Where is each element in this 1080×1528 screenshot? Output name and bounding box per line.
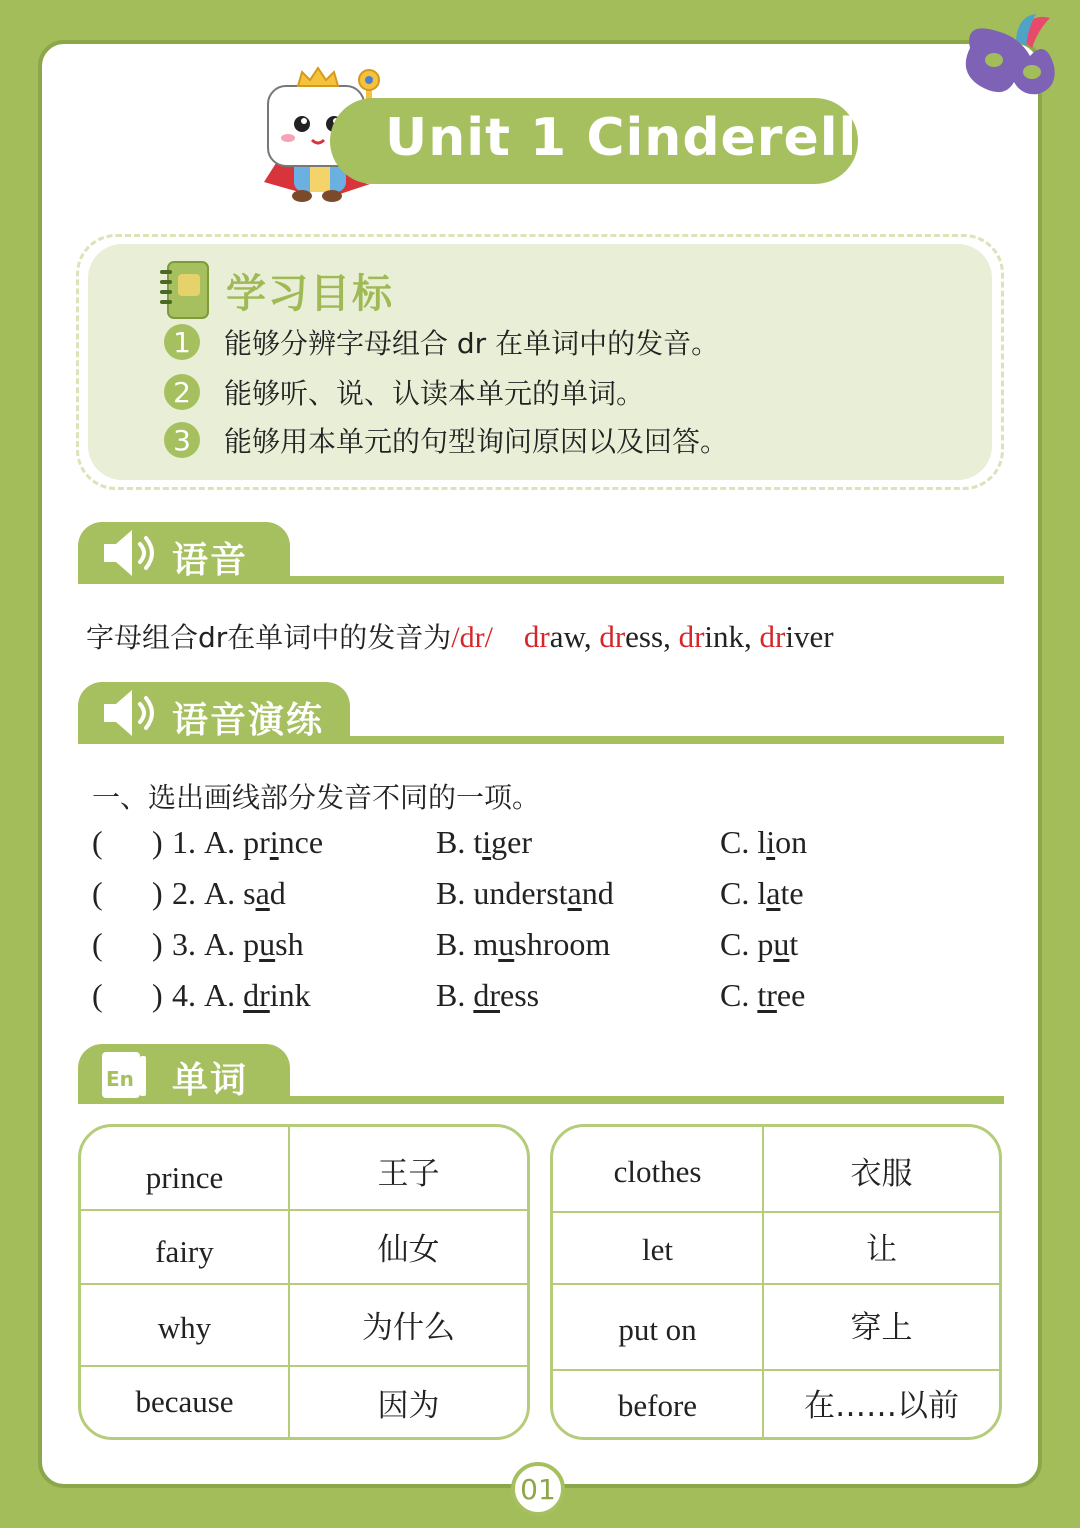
option-a: A. push [204, 926, 304, 962]
vocab-en: let [642, 1232, 673, 1267]
option-a: A. drink [204, 977, 311, 1013]
speaker-icon [100, 688, 162, 738]
phonics-section-title: 语音 [172, 540, 249, 581]
phonics-rule [86, 616, 834, 656]
example-word: draw, [523, 619, 600, 654]
objective-item [164, 420, 728, 460]
vocab-en: prince [145, 1160, 224, 1195]
vocab-zh: 王子 [377, 1155, 440, 1192]
vocab-section-title: 单词 [172, 1060, 249, 1101]
option-c: C. tree [720, 977, 806, 1013]
question-number: 2. [172, 875, 196, 911]
vocab-zh: 让 [866, 1231, 897, 1268]
option-b: B. tiger [436, 824, 532, 860]
practice-section-title: 语音演练 [172, 700, 325, 741]
question-number: 3. [172, 926, 196, 962]
answer-blank-open: ( [92, 926, 103, 962]
row-divider [81, 1365, 527, 1367]
objective-text: 能够用本单元的句型询问原因以及回答。 [224, 425, 729, 458]
vocab-en: why [157, 1310, 212, 1345]
objective-item [164, 372, 644, 412]
objective-text: 能够听、说、认读本单元的单词。 [224, 377, 645, 410]
example-word: drink, [678, 619, 760, 654]
vocab-en: put on [618, 1312, 697, 1347]
answer-blank-open: ( [92, 824, 103, 860]
vocab-en: fairy [155, 1234, 214, 1269]
objective-item [164, 322, 719, 362]
vocab-zh: 因为 [377, 1387, 440, 1424]
vocab-zh: 衣服 [850, 1155, 913, 1192]
option-b: B. understand [436, 875, 614, 911]
example-word: dress, [599, 619, 679, 654]
vocab-zh: 为什么 [362, 1309, 455, 1346]
notebook-icon [158, 258, 214, 322]
question-number: 4. [172, 977, 196, 1013]
en-book-icon [98, 1048, 150, 1102]
option-a: A. prince [204, 824, 324, 860]
example-word: driver [759, 619, 834, 654]
option-b: B. dress [436, 977, 540, 1013]
vocab-en: because [135, 1384, 234, 1419]
answer-blank-close: ) [152, 977, 163, 1013]
vocab-en: clothes [613, 1154, 702, 1189]
question-number: 1. [172, 824, 196, 860]
option-a: A. sad [204, 875, 286, 911]
objective-text: 能够分辨字母组合 dr 在单词中的发音。 [224, 327, 720, 360]
answer-blank-close: ) [152, 926, 163, 962]
option-c: C. put [720, 926, 799, 962]
objective-number: 2 [164, 374, 200, 410]
phonics-sound: /dr/ [451, 621, 493, 654]
vocab-en: before [617, 1388, 698, 1423]
mask-icon [950, 8, 1070, 104]
vocab-zh: 在……以前 [804, 1387, 959, 1424]
option-c: C. lion [720, 824, 808, 860]
answer-blank-open: ( [92, 875, 103, 911]
option-b: B. mushroom [436, 926, 611, 962]
page-title: Unit 1 Cinderella [385, 108, 894, 168]
answer-blank-open: ( [92, 977, 103, 1013]
option-c: C. late [720, 875, 804, 911]
vocab-table-left [78, 1124, 530, 1440]
vocab-zh: 仙女 [377, 1231, 440, 1268]
phonics-examples [524, 619, 834, 654]
page-number: 01 [511, 1462, 565, 1516]
speaker-icon [100, 528, 162, 578]
objective-number: 3 [164, 422, 200, 458]
svg-text:En: En [106, 1067, 134, 1091]
objective-number: 1 [164, 324, 200, 360]
row-divider [553, 1283, 999, 1285]
vocab-table-right [550, 1124, 1002, 1440]
objectives-heading: 学习目标 [226, 271, 394, 317]
vocab-zh: 穿上 [850, 1309, 913, 1346]
phonics-rule-prefix: 字母组合dr在单词中的发音为 [86, 621, 452, 654]
practice-instruction: 一、选出画线部分发音不同的一项。 [92, 781, 541, 814]
answer-blank-close: ) [152, 875, 163, 911]
answer-blank-close: ) [152, 824, 163, 860]
